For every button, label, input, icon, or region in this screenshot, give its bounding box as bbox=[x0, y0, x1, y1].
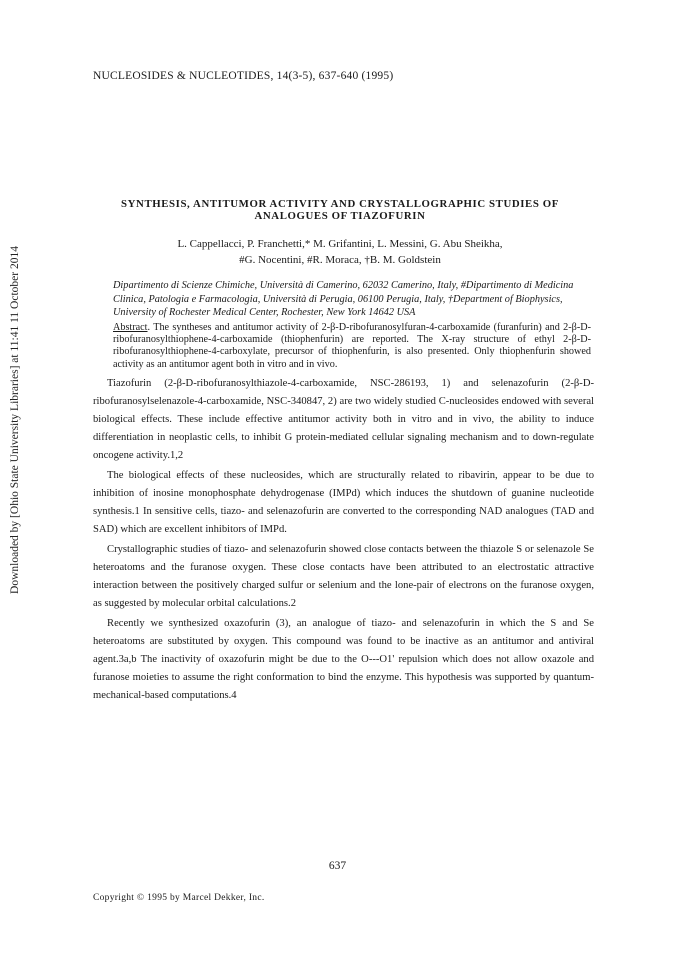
title-line-1: SYNTHESIS, ANTITUMOR ACTIVITY AND CRYSTALLOGRAPHIC STUDIES OF bbox=[121, 198, 559, 210]
download-watermark-text: Downloaded by [Ohio State University Libraries] at 11:41 11 October 2014 bbox=[9, 246, 21, 594]
copyright-notice: Copyright © 1995 by Marcel Dekker, Inc. bbox=[93, 893, 265, 903]
download-watermark bbox=[8, 180, 22, 660]
paragraph-1: Tiazofurin (2-β-D-ribofuranosylthiazole-4-carboxamide, NSC-286193, 1) and selenazofurin (2-β-D-ribofuranosylselenazole-4-carboxamide, NSC-340847, 2) are two widely studied C-nucleosides endowed with several biological effects. These include effective antitumor activity both in vitro and in vivo, the ability to induce differentiation in neoplastic cells, to inhibit G protein-mediated cellular signaling mechanism and to down-regulate oncogene activity.1,2 bbox=[93, 378, 594, 461]
author-list bbox=[80, 237, 600, 268]
page-number: 637 bbox=[328, 860, 347, 872]
journal-header: NUCLEOSIDES & NUCLEOTIDES, 14(3-5), 637-640 (1995) bbox=[93, 70, 394, 82]
paragraph-4: Recently we synthesized oxazofurin (3), an analogue of tiazo- and selenazofurin in which the S and Se heteroatoms are substituted by oxygen. This compound was found to be inactive as an antitumor and antiviral agent.3a,b The inactivity of oxazofurin might be due to the O---O1' repulsion which does not allow oxazole and furanose moieties to assume the right conformation to bind the enzyme. This hypothesis was supported by quantum-mechanical-based computations.4 bbox=[93, 618, 594, 701]
body-text bbox=[93, 375, 594, 707]
authors-line-2: #G. Nocentini, #R. Moraca, †B. M. Goldstein bbox=[239, 253, 441, 266]
title-line-2: ANALOGUES OF TIAZOFURIN bbox=[254, 210, 426, 222]
authors-line-1: L. Cappellacci, P. Franchetti,* M. Grifantini, L. Messini, G. Abu Sheikha, bbox=[177, 238, 503, 250]
abstract-label: Abstract bbox=[113, 322, 148, 333]
paragraph-3: Crystallographic studies of tiazo- and selenazofurin showed close contacts between the thiazole S or selenazole Se heteroatoms and the furanose oxygen. These close contacts have been attributed to an electrostatic attractive interaction between the positively charged sulfur or selenium and the lone-pair of electrons on the furanose oxygen, as suggested by molecular orbital calculations.2 bbox=[93, 544, 594, 609]
affiliations: Dipartimento di Scienze Chimiche, Università di Camerino, 62032 Camerino, Italy, #Dipartimento di Medicina Clinica, Patologia e Farmacologia, Università di Perugia, 06100 Perugia, Italy, †Department of Biophysics, University of Rochester Medical Center, Rochester, New York 14642 USA bbox=[113, 280, 574, 318]
paragraph-2: The biological effects of these nucleosides, which are structurally related to ribavirin, appear to be due to inhibition of inosine monophosphate dehydrogenase (IMPd) which induces the shutdown of guanine nucleotide synthesis.1 In sensitive cells, tiazo- and selenazofurin are converted to the corresponding NAD analogues (TAD and SAD) which are excellent inhibitors of IMPd. bbox=[93, 470, 594, 535]
article-title bbox=[80, 198, 600, 222]
abstract-text: . The syntheses and antitumor activity of 2-β-D-ribofuranosylfuran-4-carboxamide (furanfurin) and 2-β-D-ribofuranosylthiophene-4-carboxamide (thiophenfurin) are reported. The X-ray structure of ethyl 2-β-D-ribofuranosylthiophene-4-carboxylate, precursor of thiophenfurin, is also presented. Only thiophenfurin showed activity as an antitumor agent both in vitro and in vivo. bbox=[113, 322, 591, 370]
abstract bbox=[113, 322, 591, 371]
